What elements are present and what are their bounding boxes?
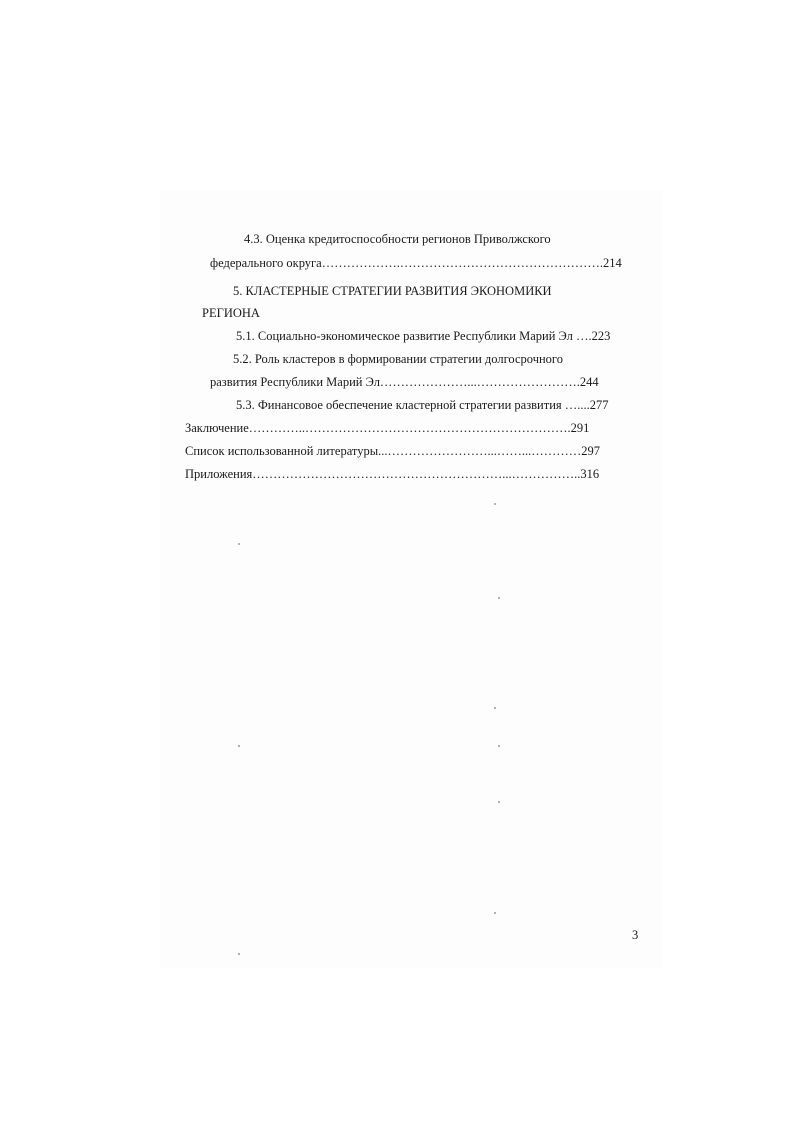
toc-entry-4-3-title: 4.3. Оценка кредитоспособности регионов Приволжского — [244, 232, 551, 246]
toc-conclusion: Заключение…………..……………………………………………………….291 — [185, 421, 590, 435]
page-number: 3 — [632, 928, 639, 942]
toc-entry-5-2-title: 5.2. Роль кластеров в формировании стратегии долгосрочного — [233, 352, 563, 366]
scan-speck — [238, 543, 240, 545]
toc-bibliography: Список использованной литературы...……………………...……...…………297 — [185, 444, 600, 458]
scan-speck — [498, 745, 500, 747]
toc-entry-5-3: 5.3. Финансовое обеспечение кластерной стратегии развития …....277 — [236, 398, 609, 412]
scan-speck — [238, 745, 240, 747]
scan-speck — [494, 912, 496, 914]
scan-speck — [494, 503, 496, 505]
toc-entry-5-1: 5.1. Социально-экономическое развитие Республики Марий Эл ….223 — [236, 329, 611, 343]
scan-speck — [238, 953, 240, 955]
toc-appendices: Приложения……………………………………………………...……………..316 — [185, 467, 600, 481]
toc-chapter-5-title-cont: РЕГИОНА — [202, 306, 260, 320]
toc-chapter-5-title: 5. КЛАСТЕРНЫЕ СТРАТЕГИИ РАЗВИТИЯ ЭКОНОМИКИ — [233, 284, 552, 298]
scan-speck — [494, 707, 496, 709]
scan-speck — [498, 801, 500, 803]
toc-entry-5-2-page: развития Республики Марий Эл…………………...…………………….244 — [210, 375, 599, 389]
toc-entry-4-3-page: федерального округа……………….………………………………………….214 — [210, 256, 622, 270]
scan-speck — [498, 597, 500, 599]
